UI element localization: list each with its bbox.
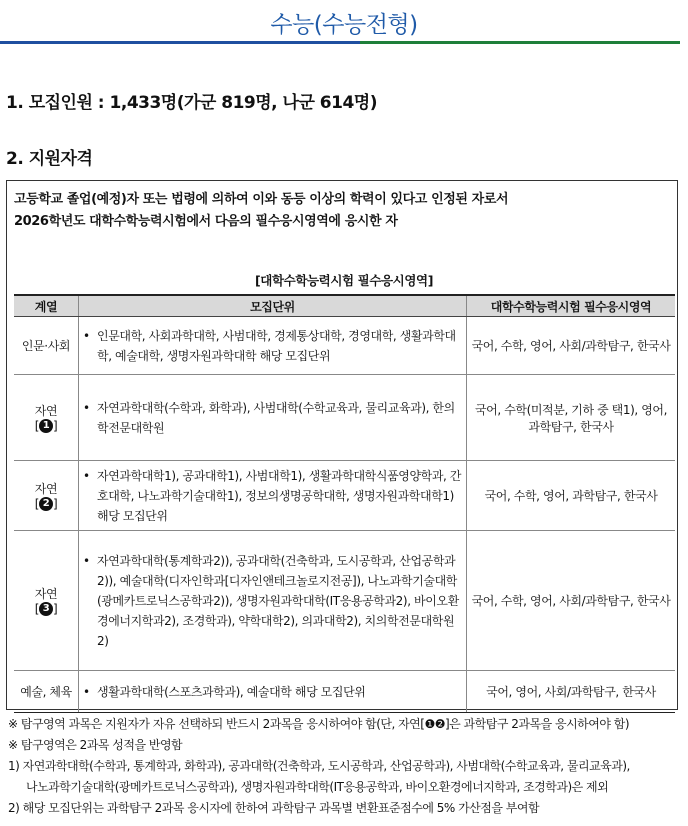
row-unit: [79, 531, 467, 671]
intro-line-1: 고등학교 졸업(예정)자 또는 법령에 의하여 이와 동등 이상의 학력이 있다고 인정된 자로서: [14, 192, 509, 207]
bullet-icon: •: [83, 468, 90, 483]
row-field: 자연 [ 3 ]: [14, 531, 79, 671]
row-areas: 국어, 수학, 영어, 사회/과학탐구, 한국사: [467, 317, 676, 375]
header-field: 계열: [14, 295, 79, 317]
unit-text: 자연과학대학(수학과, 화학과), 사범대학(수학교육과, 물리교육과), 한의학전문대학원: [97, 400, 455, 435]
footnote-1-line-2: 나노과학기술대학(광메카트로닉스공학과), 생명자원과학대학(IT응용공학과, 바이오환경에너지학과, 조경학과)은 제외: [26, 780, 609, 794]
page-title: 수능(수능전형): [270, 12, 418, 38]
table-row: [14, 531, 675, 671]
notes: [8, 714, 684, 819]
row-field: [14, 671, 79, 713]
table-row: [14, 461, 675, 531]
row-areas: 국어, 영어, 사회/과학탐구, 한국사: [467, 671, 676, 713]
row-unit: [79, 671, 467, 713]
section-eligibility: 2. 지원자격: [6, 149, 93, 169]
intro-line-2: 2026학년도 대학수학능력시험에서 다음의 필수응시영역에 응시한 자: [14, 214, 398, 229]
bullet-icon: •: [83, 684, 90, 699]
title-rule-blue: [0, 41, 360, 44]
table-header-row: [14, 295, 675, 317]
row-unit: [79, 375, 467, 461]
row-field: 자연 [ 2 ]: [14, 461, 79, 531]
header-areas: 대학수학능력시험 필수응시영역: [467, 295, 676, 317]
header-unit: 모집단위: [79, 295, 467, 317]
bullet-icon: •: [83, 553, 90, 568]
field-label: 자연: [34, 481, 58, 496]
badge-1-icon: 1: [39, 419, 53, 433]
row-areas: 국어, 수학(미적분, 기하 중 택1), 영어, 과학탐구, 한국사: [467, 375, 676, 461]
row-areas: 국어, 수학, 영어, 사회/과학탐구, 한국사: [467, 531, 676, 671]
title-rule-green: [360, 41, 680, 44]
unit-text: 자연과학대학1), 공과대학1), 사범대학1), 생활과학대학식품영양학과, 간호대학, 나노과학기술대학1), 정보의생명공학대학, 생명자원과학대학1) 해당 모집단위: [97, 468, 462, 523]
footnote-1-line-1: 1) 자연과학대학(수학과, 통계학과, 화학과), 공과대학(건축학과, 도시공학과, 산업공학과), 사범대학(수학교육과, 물리교육과),: [8, 759, 630, 773]
bullet-icon: •: [83, 328, 90, 343]
badge-2-icon: 2: [39, 497, 53, 511]
row-field: [14, 317, 79, 375]
unit-text: 인문대학, 사회과학대학, 사범대학, 경제통상대학, 경영대학, 생활과학대학, 예술대학, 생명자원과학대학 해당 모집단위: [97, 328, 456, 363]
badge-3-icon: 3: [39, 602, 53, 616]
bullet-icon: •: [83, 400, 90, 415]
row-unit: [79, 317, 467, 375]
field-label: 예술, 체육: [20, 685, 72, 699]
section-recruitment: 1. 모집인원 : 1,433명(가군 819명, 나군 614명): [6, 93, 377, 113]
table-caption: [대학수학능력시험 필수응시영역]: [254, 273, 434, 288]
unit-text: 생활과학대학(스포츠과학과), 예술대학 해당 모집단위: [97, 684, 366, 699]
field-label: 자연: [34, 586, 58, 601]
note-1: ※ 탐구영역 과목은 지원자가 자유 선택하되 반드시 2과목을 응시하여야 함(단, 자연[❶❷]은 과학탐구 2과목을 응시하여야 함): [8, 717, 630, 731]
table-row: [14, 671, 675, 713]
table-row: [14, 317, 675, 375]
unit-text: 자연과학대학(통계학과2)), 공과대학(건축학과, 도시공학과, 산업공학과2)), 예술대학(디자인학과[디자인앤테크놀로지전공]), 나노과학기술대학(광메카트로닉스공학과2)), 생명자원과학대학(IT응용공학과2), 바이오환경에너지학과2), 조경학과), 약학대학2), 의과대학2), 치의학전문대학원2): [97, 553, 459, 648]
row-areas: 국어, 수학, 영어, 과학탐구, 한국사: [467, 461, 676, 531]
footnote-2: 2) 해당 모집단위는 과학탐구 2과목 응시자에 한하여 과학탐구 과목별 변환표준점수에 5% 가산점을 부여함: [8, 801, 540, 815]
field-label: 인문·사회: [21, 339, 71, 353]
row-unit: [79, 461, 467, 531]
table-row: [14, 375, 675, 461]
note-2: ※ 탐구영역은 2과목 성적을 반영함: [8, 738, 183, 752]
requirements-table: [14, 294, 675, 713]
row-field: 자연 [ 1 ]: [14, 375, 79, 461]
field-label: 자연: [34, 403, 58, 418]
